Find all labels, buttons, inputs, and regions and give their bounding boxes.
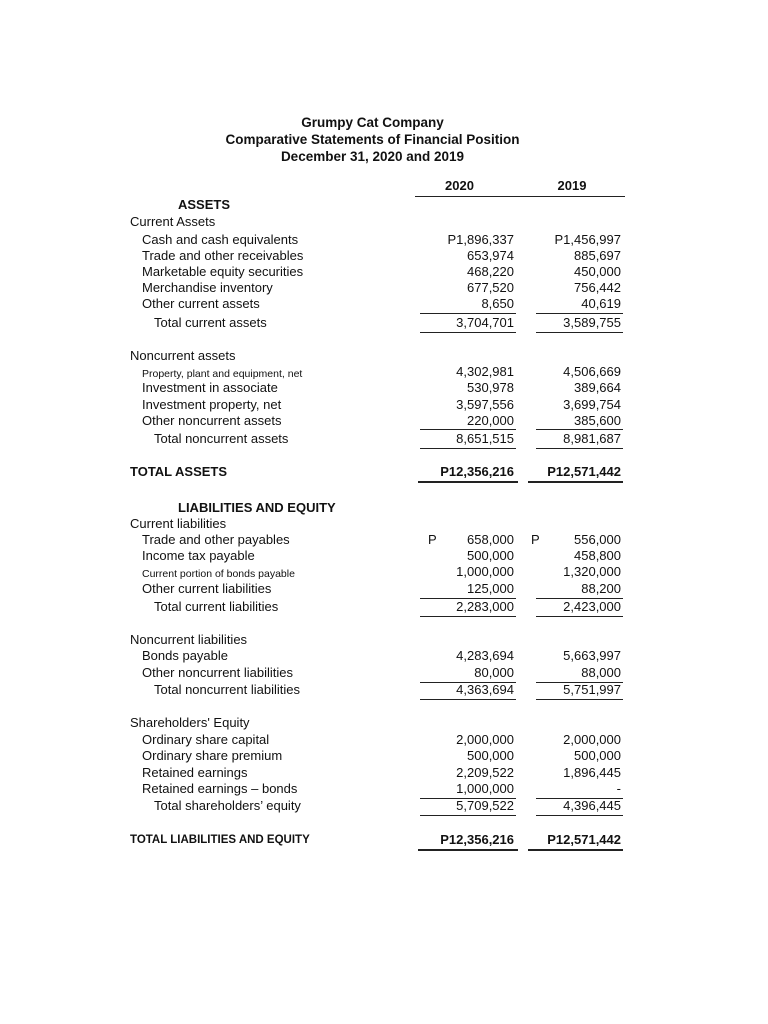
row-value-2020: 80,000	[474, 665, 514, 680]
row-value-2019: 885,697	[574, 248, 621, 263]
row-label: Other noncurrent liabilities	[142, 665, 294, 680]
row-value-2019: 385,600	[574, 413, 621, 428]
noncurrent-liabilities-label: Noncurrent liabilities	[130, 632, 248, 647]
total-noncurrent-liabilities-2020: 4,363,694	[456, 682, 514, 697]
row-value-2020: 500,000	[467, 548, 514, 563]
column-header-2020: 2020	[445, 178, 474, 193]
row-label: Investment in associate	[142, 380, 278, 395]
row-value-2020: 220,000	[467, 413, 514, 428]
current-liabilities-label: Current liabilities	[130, 516, 227, 531]
liabilities-equity-heading: LIABILITIES AND EQUITY	[178, 500, 336, 515]
subtotal-rule	[536, 313, 623, 314]
row-value-2020: 8,650	[481, 296, 514, 311]
noncurrent-assets-label: Noncurrent assets	[130, 348, 236, 363]
row-value-2020: P1,896,337	[447, 232, 514, 247]
row-label: Investment property, net	[142, 397, 282, 412]
row-value-2019: 2,000,000	[563, 732, 621, 747]
row-value-2019: 88,200	[581, 581, 621, 596]
equity-label: Shareholders' Equity	[130, 715, 250, 730]
total-assets-label: TOTAL ASSETS	[130, 464, 228, 479]
total-rule	[536, 815, 623, 816]
row-value-2019: 389,664	[574, 380, 621, 395]
row-label: Cash and cash equivalents	[142, 232, 299, 247]
total-current-assets-label: Total current assets	[154, 315, 267, 330]
total-equity-2019: 4,396,445	[563, 798, 621, 813]
row-value-2019: 5,663,997	[563, 648, 621, 663]
row-value-2019: 556,000	[574, 532, 621, 547]
total-noncurrent-liabilities-2019: 5,751,997	[563, 682, 621, 697]
row-label: Merchandise inventory	[142, 280, 273, 295]
grand-total-2020: P12,356,216	[440, 832, 514, 847]
row-value-2020: 468,220	[467, 264, 514, 279]
grand-total-label: TOTAL LIABILITIES AND EQUITY	[130, 834, 310, 846]
total-equity-2020: 5,709,522	[456, 798, 514, 813]
total-rule	[536, 699, 623, 700]
company-name: Grumpy Cat Company	[301, 115, 444, 130]
total-equity-label: Total shareholders’ equity	[154, 798, 301, 813]
statement-date: December 31, 2020 and 2019	[280, 149, 465, 164]
row-value-2019: 458,800	[574, 548, 621, 563]
row-value-2020: 1,000,000	[456, 781, 514, 796]
row-label: Retained earnings – bonds	[142, 781, 298, 796]
total-current-liabilities-2019: 2,423,000	[563, 599, 621, 614]
row-label: Marketable equity securities	[142, 264, 304, 279]
row-value-2019: 1,320,000	[563, 564, 621, 579]
row-value-2019: 756,442	[574, 280, 621, 295]
grand-total-2019: P12,571,442	[547, 832, 621, 847]
total-noncurrent-assets-label: Total noncurrent assets	[154, 431, 289, 446]
total-rule	[420, 699, 516, 700]
row-value-2020: 500,000	[467, 748, 514, 763]
row-value-2020: 2,000,000	[456, 732, 514, 747]
double-rule	[418, 481, 518, 483]
row-value-2019: 4,506,669	[563, 364, 621, 379]
total-rule	[420, 815, 516, 816]
total-current-assets-2020: 3,704,701	[456, 315, 514, 330]
row-label: Other current liabilities	[142, 581, 272, 596]
row-value-2019: 88,000	[581, 665, 621, 680]
row-label: Retained earnings	[142, 765, 248, 780]
row-value-2019: P1,456,997	[554, 232, 621, 247]
subtotal-rule	[536, 429, 623, 430]
row-value-2020: 125,000	[467, 581, 514, 596]
total-noncurrent-assets-2020: 8,651,515	[456, 431, 514, 446]
column-header-rule-2019	[525, 196, 625, 197]
peso-prefix-2019: P	[531, 532, 540, 547]
total-noncurrent-assets-2019: 8,981,687	[563, 431, 621, 446]
row-value-2019: 3,699,754	[563, 397, 621, 412]
row-label: Ordinary share premium	[142, 748, 283, 763]
double-rule	[528, 481, 623, 483]
row-value-2019: 500,000	[574, 748, 621, 763]
current-assets-label: Current Assets	[130, 214, 216, 229]
row-label: Trade and other receivables	[142, 248, 304, 263]
subtotal-rule	[420, 429, 516, 430]
double-rule	[528, 849, 623, 851]
row-value-2020: 530,978	[467, 380, 514, 395]
row-value-2019: 1,896,445	[563, 765, 621, 780]
total-assets-2020: P12,356,216	[440, 464, 514, 479]
row-value-2020: 4,302,981	[456, 364, 514, 379]
total-rule	[420, 332, 516, 333]
total-rule	[536, 332, 623, 333]
double-rule	[418, 849, 518, 851]
row-label: Bonds payable	[142, 648, 229, 663]
row-value-2020: 4,283,694	[456, 648, 514, 663]
assets-heading: ASSETS	[178, 197, 231, 212]
row-label: Income tax payable	[142, 548, 255, 563]
row-value-2020: 658,000	[467, 532, 514, 547]
statement-title: Comparative Statements of Financial Position	[225, 132, 520, 147]
total-rule	[536, 448, 623, 449]
row-value-2020: 1,000,000	[456, 564, 514, 579]
row-value-2020: 677,520	[467, 280, 514, 295]
total-rule	[536, 616, 623, 617]
total-rule	[420, 616, 516, 617]
row-label: Property, plant and equipment, net	[142, 368, 303, 380]
total-assets-2019: P12,571,442	[547, 464, 621, 479]
row-label: Ordinary share capital	[142, 732, 270, 747]
row-value-2019: 450,000	[574, 264, 621, 279]
row-label: Current portion of bonds payable	[142, 568, 295, 580]
row-value-2020: 2,209,522	[456, 765, 514, 780]
peso-prefix-2020: P	[428, 532, 437, 547]
row-value-2019: 40,619	[581, 296, 621, 311]
total-noncurrent-liabilities-label: Total noncurrent liabilities	[154, 682, 300, 697]
row-label: Trade and other payables	[142, 532, 290, 547]
row-label: Other noncurrent assets	[142, 413, 282, 428]
row-value-2020: 3,597,556	[456, 397, 514, 412]
total-current-liabilities-2020: 2,283,000	[456, 599, 514, 614]
column-header-rule-2020	[415, 196, 525, 197]
total-rule	[420, 448, 516, 449]
total-current-assets-2019: 3,589,755	[563, 315, 621, 330]
row-value-2020: 653,974	[467, 248, 514, 263]
subtotal-rule	[420, 313, 516, 314]
total-current-liabilities-label: Total current liabilities	[154, 599, 279, 614]
row-value-2019: -	[616, 781, 621, 796]
row-label: Other current assets	[142, 296, 260, 311]
column-header-2019: 2019	[557, 178, 587, 193]
